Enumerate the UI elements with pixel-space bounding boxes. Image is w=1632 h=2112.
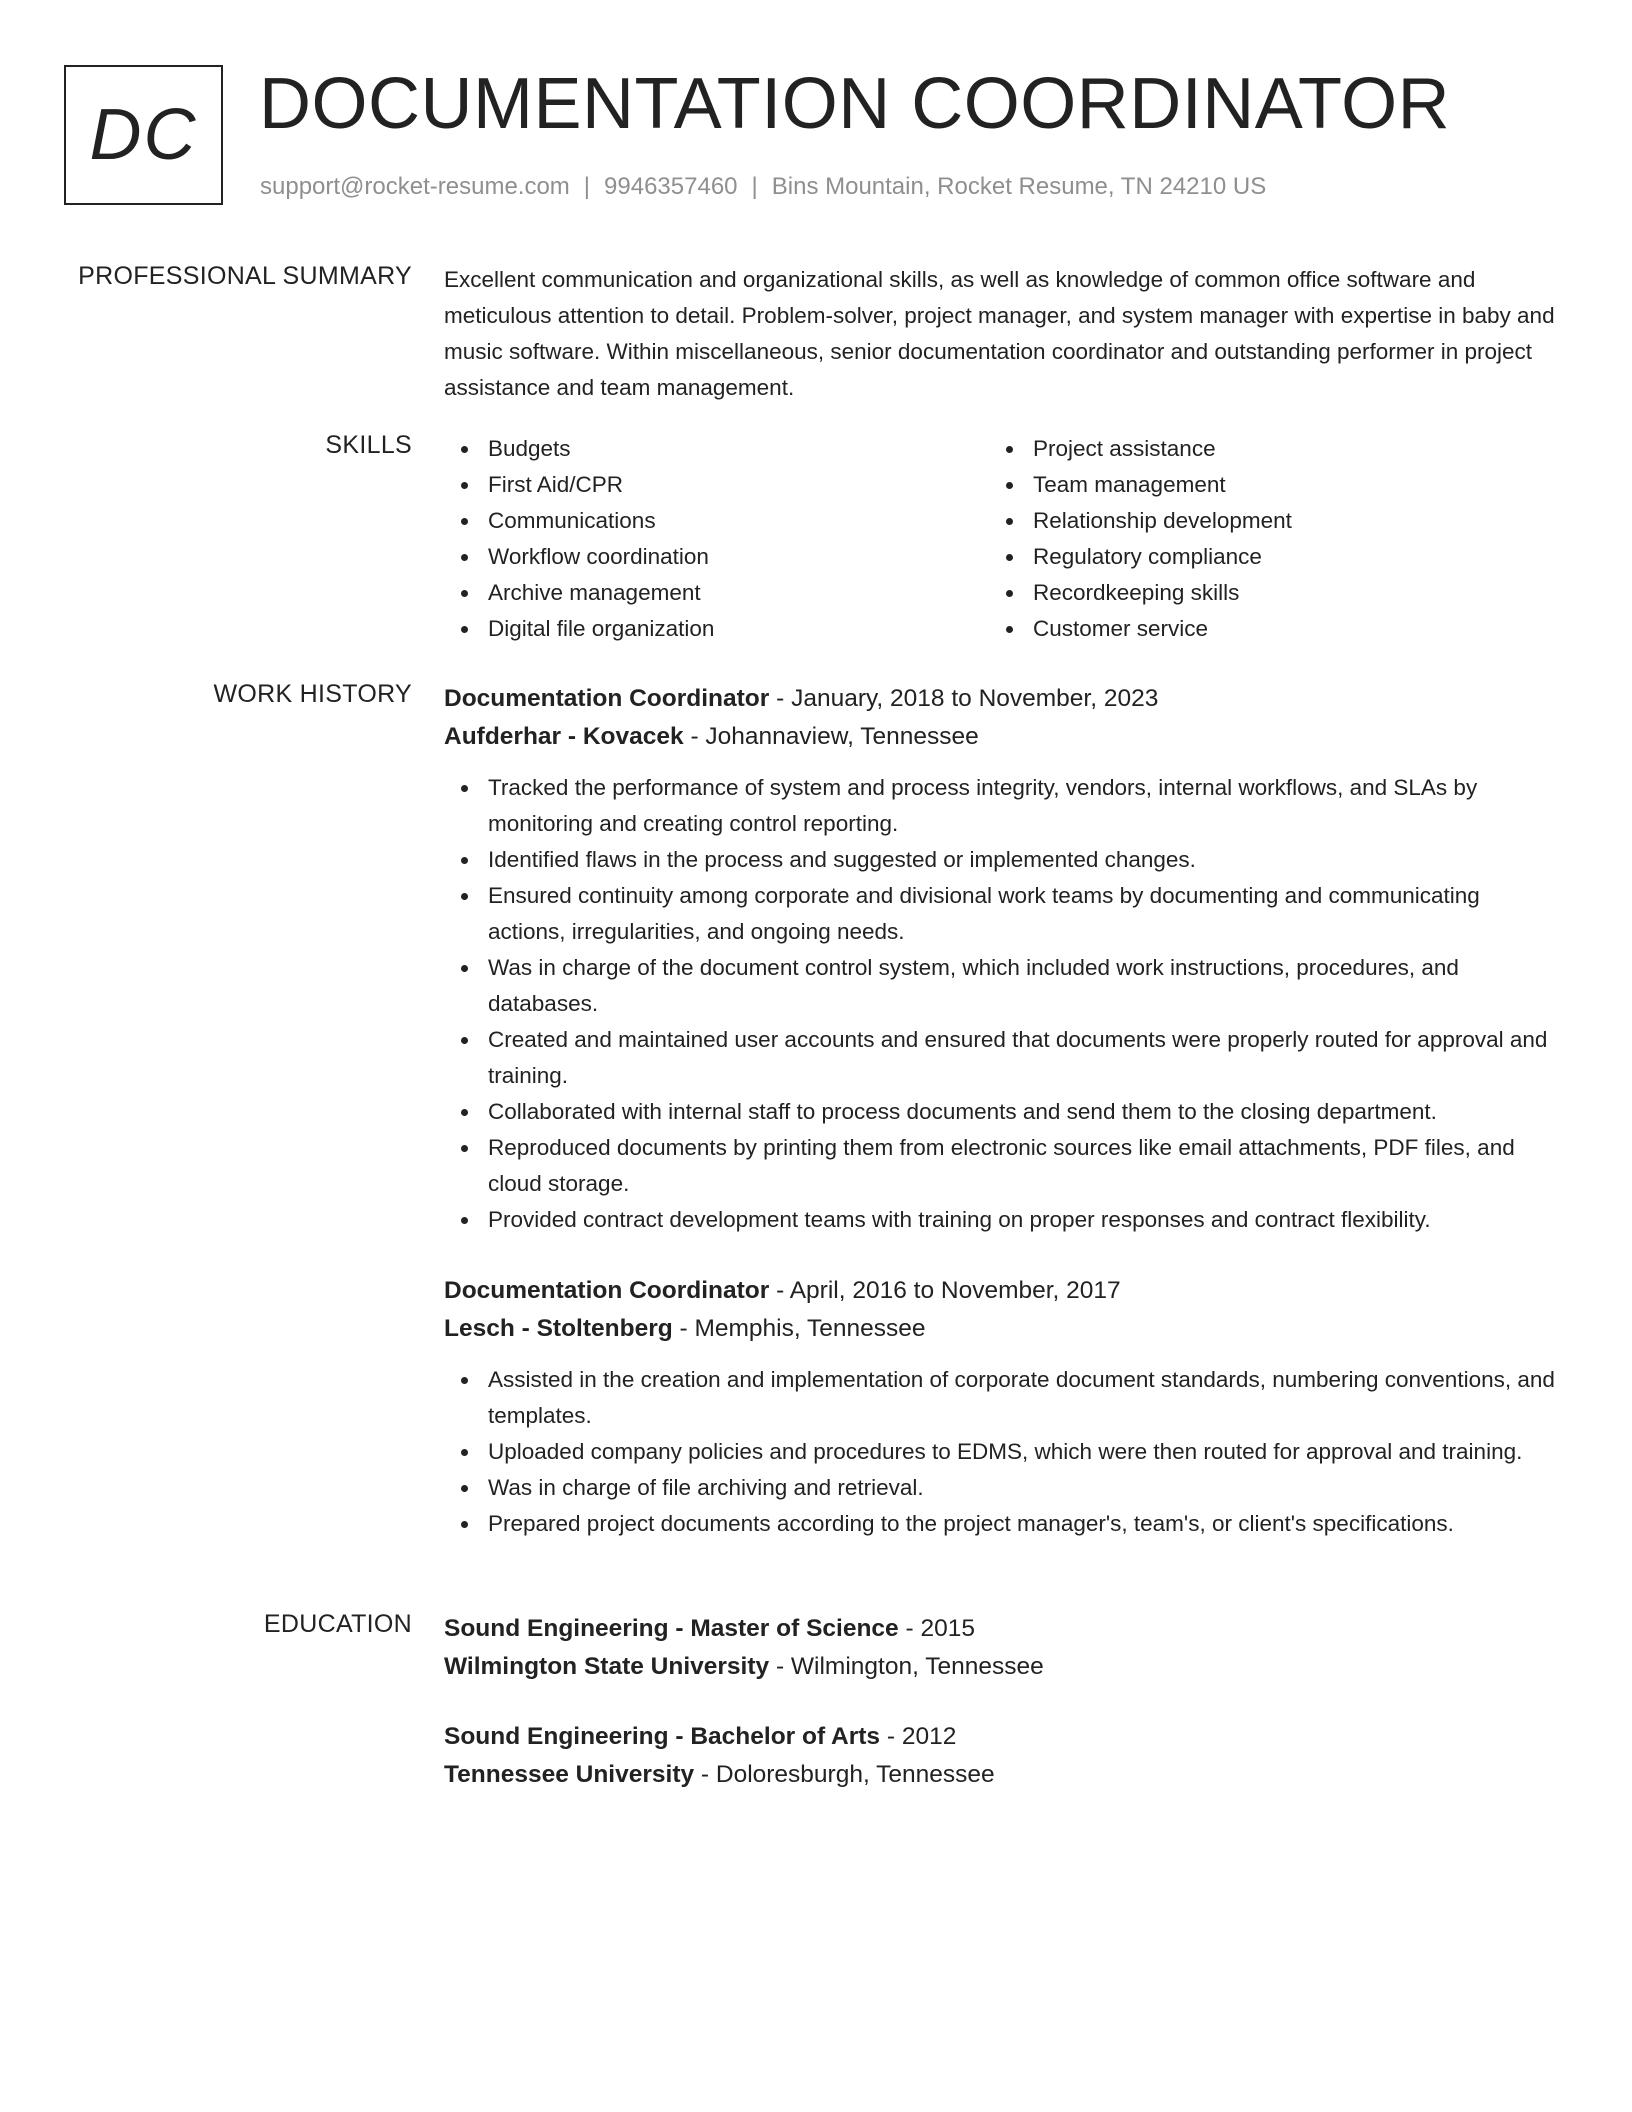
degree-year: - 2015 <box>898 1615 975 1642</box>
job-responsibilities <box>444 770 1560 1238</box>
job-entry <box>444 1272 1560 1542</box>
job-location: - Memphis, Tennessee <box>672 1315 926 1342</box>
degree-line <box>444 1718 1560 1756</box>
job-company: Aufderhar - Kovacek <box>444 723 684 750</box>
degree-line <box>444 1610 1560 1648</box>
contact-line <box>260 173 1266 201</box>
summary-heading: PROFESSIONAL SUMMARY <box>78 262 412 290</box>
education-entry <box>444 1610 1560 1686</box>
job-bullet: Uploaded company policies and procedures to EDMS, which were then routed for approval and training. <box>444 1434 1560 1470</box>
contact-phone[interactable]: 9946357460 <box>604 173 738 200</box>
school-location: - Wilmington, Tennessee <box>769 1653 1044 1680</box>
job-bullet: Reproduced documents by printing them from electronic sources like email attachments, PDF files, and cloud storage. <box>444 1130 1560 1202</box>
education-body <box>444 1610 1560 1826</box>
skills-column-left <box>444 431 989 647</box>
job-dates: - April, 2016 to November, 2017 <box>769 1277 1121 1304</box>
school-location: - Doloresburgh, Tennessee <box>694 1761 995 1788</box>
job-bullet: Tracked the performance of system and process integrity, vendors, internal workflows, and SLAs by monitoring and creating control reporting. <box>444 770 1560 842</box>
summary-body <box>444 262 1560 406</box>
job-bullet: Provided contract development teams with training on proper responses and contract flexibility. <box>444 1202 1560 1238</box>
job-entry <box>444 680 1560 1238</box>
degree-year: - 2012 <box>880 1723 957 1750</box>
skills-grid <box>444 431 1560 647</box>
job-title-line <box>444 1272 1560 1310</box>
skill-item: Communications <box>444 503 989 539</box>
skills-heading: SKILLS <box>325 431 412 459</box>
monogram-logo <box>64 65 223 205</box>
job-bullet: Created and maintained user accounts and ensured that documents were properly routed for approval and training. <box>444 1022 1560 1094</box>
job-bullet: Assisted in the creation and implementation of corporate document standards, numbering conventions, and templates. <box>444 1362 1560 1434</box>
skill-item: Customer service <box>989 611 1534 647</box>
job-bullet: Ensured continuity among corporate and divisional work teams by documenting and communicating actions, irregularities, and ongoing needs. <box>444 878 1560 950</box>
skill-item: Relationship development <box>989 503 1534 539</box>
skills-column-right <box>989 431 1534 647</box>
job-company: Lesch - Stoltenberg <box>444 1315 673 1342</box>
skill-item: Regulatory compliance <box>989 539 1534 575</box>
contact-separator: | <box>583 173 591 200</box>
contact-separator: | <box>751 173 758 200</box>
job-bullet: Collaborated with internal staff to process documents and send them to the closing department. <box>444 1094 1560 1130</box>
contact-address: Bins Mountain, Rocket Resume, TN 24210 US <box>771 173 1267 200</box>
education-entry <box>444 1718 1560 1794</box>
school-line <box>444 1756 1560 1794</box>
resume-title: DOCUMENTATION COORDINATOR <box>259 64 1451 144</box>
job-bullet: Prepared project documents according to the project manager's, team's, or client's specifications. <box>444 1506 1560 1542</box>
skill-item: Budgets <box>444 431 989 467</box>
degree-name: Sound Engineering - Bachelor of Arts <box>444 1723 881 1750</box>
job-location: - Johannaview, Tennessee <box>683 723 979 750</box>
education-heading: EDUCATION <box>263 1610 412 1638</box>
job-bullet: Was in charge of the document control system, which included work instructions, procedures, and databases. <box>444 950 1560 1022</box>
job-dates: - January, 2018 to November, 2023 <box>769 685 1159 712</box>
skill-item: First Aid/CPR <box>444 467 989 503</box>
monogram-initials: DC <box>89 95 198 175</box>
skill-item: Recordkeeping skills <box>989 575 1534 611</box>
work-history-heading: WORK HISTORY <box>213 680 412 708</box>
job-title: Documentation Coordinator <box>444 1277 770 1304</box>
skill-item: Team management <box>989 467 1534 503</box>
school-name: Wilmington State University <box>444 1653 770 1680</box>
school-line <box>444 1648 1560 1686</box>
resume-header <box>64 65 1584 215</box>
school-name: Tennessee University <box>444 1761 695 1788</box>
job-title-line <box>444 680 1560 718</box>
skills-body <box>444 431 1560 647</box>
job-responsibilities <box>444 1362 1560 1542</box>
skill-item: Archive management <box>444 575 989 611</box>
work-history-body <box>444 680 1560 1576</box>
job-bullet: Identified flaws in the process and suggested or implemented changes. <box>444 842 1560 878</box>
skill-item: Workflow coordination <box>444 539 989 575</box>
job-company-line <box>444 718 1560 756</box>
contact-email[interactable]: support@rocket-resume.com <box>260 173 570 200</box>
degree-name: Sound Engineering - Master of Science <box>444 1615 899 1642</box>
skill-item: Digital file organization <box>444 611 989 647</box>
summary-text: Excellent communication and organizational skills, as well as knowledge of common office software and meticulous attention to detail. Problem-solver, project manager, and system manager with expertise in baby and music software. Within miscellaneous, senior documentation coordinator and outstanding performer in project assistance and team management. <box>444 267 1555 400</box>
skill-item: Project assistance <box>989 431 1534 467</box>
job-title: Documentation Coordinator <box>444 685 770 712</box>
job-bullet: Was in charge of file archiving and retrieval. <box>444 1470 1560 1506</box>
job-company-line <box>444 1310 1560 1348</box>
